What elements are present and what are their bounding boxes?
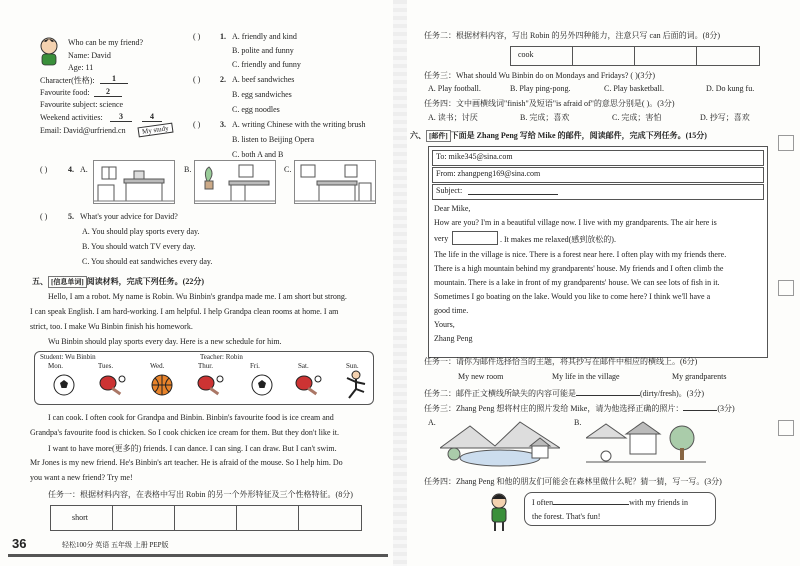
table-divider bbox=[112, 505, 113, 530]
bubble-line2: the forest. That's fun! bbox=[532, 512, 601, 521]
q2-option-c[interactable]: C. egg noodles bbox=[232, 105, 280, 114]
email-line2-end: . It makes me relaxed(感到放松的). bbox=[500, 235, 616, 244]
q3-option-c[interactable]: C. both A and B bbox=[232, 150, 284, 159]
q5-option-a[interactable]: A. You should play sports every day. bbox=[82, 227, 200, 236]
character-label: Character(性格): bbox=[40, 76, 95, 85]
air-quality-blank[interactable] bbox=[452, 231, 498, 245]
task2-answer-cell[interactable] bbox=[636, 47, 694, 64]
task2-text: 任务二：根据材料内容，写出 Robin 的另外四种能力，注意只写 can 后面的词。(8分) bbox=[424, 31, 720, 40]
table-divider bbox=[696, 46, 697, 65]
q5-option-c[interactable]: C. You should eat sandwiches every day. bbox=[82, 257, 213, 266]
section5-p1-line2: I can speak English. I am hard-working. I am helpful. I help Grandpa clean rooms at home. I am bbox=[30, 307, 339, 316]
weekend-label: Weekend activities: bbox=[40, 113, 103, 122]
email-from: From: zhangpeng169@sina.com bbox=[436, 169, 541, 178]
section5-p3-line1: I can cook. I often cook for Grandpa and Binbin. Binbin's favourite food is ice cream and bbox=[48, 413, 334, 422]
q1-option-c[interactable]: C. friendly and funny bbox=[232, 60, 301, 69]
bubble-line1-start: I often bbox=[532, 498, 554, 507]
room-picture-a-icon[interactable] bbox=[93, 160, 175, 204]
page-number: 36 bbox=[12, 536, 27, 551]
s6-task3 bbox=[424, 403, 735, 414]
weekend-blank-4[interactable]: 4 bbox=[142, 112, 162, 122]
profile-name: Name: David bbox=[68, 51, 111, 60]
task4-option-c[interactable]: C. 完成；害怕 bbox=[612, 113, 662, 122]
task4-option-a[interactable]: A. 读书；讨厌 bbox=[428, 113, 478, 122]
email-line1: How are you? I'm in a beautiful village now. I live with my grandparents. The air here is bbox=[434, 218, 717, 227]
section6-heading bbox=[410, 130, 707, 142]
s6-task2 bbox=[424, 388, 704, 399]
task3-option-a[interactable]: A. Play football. bbox=[428, 84, 481, 93]
q5-option-b[interactable]: B. You should watch TV every day. bbox=[82, 242, 196, 251]
email-line4: There is a high mountain behind my grandparents' house. My friends and I often climb the bbox=[434, 264, 724, 273]
q3-number: 3. bbox=[220, 120, 226, 129]
s6-task2-choices: (dirty/fresh)。(3分) bbox=[640, 389, 704, 398]
binding-mark bbox=[778, 135, 794, 151]
food-label: Favourite food: bbox=[40, 88, 90, 97]
favourite-subject: Favourite subject: science bbox=[40, 100, 124, 109]
q4-option-a[interactable]: A. bbox=[80, 165, 88, 174]
forest-activity-blank[interactable] bbox=[553, 504, 629, 505]
s6-task2-text: 任务二：邮件正文横线所缺失的内容可能是 bbox=[424, 389, 576, 398]
q4-option-c[interactable]: C. bbox=[284, 165, 292, 174]
room-picture-c-icon[interactable] bbox=[294, 160, 376, 204]
section5-p1-line1: Hello, I am a robot. My name is Robin. Wu Binbin's grandpa made me. I am short but strong. bbox=[48, 292, 347, 301]
task4-option-b[interactable]: B. 完成；喜欢 bbox=[520, 113, 570, 122]
section6-number: 六、 bbox=[410, 131, 426, 140]
footer-rule bbox=[8, 554, 388, 557]
schedule-student: Student: Wu Binbin bbox=[40, 353, 96, 361]
section5-task1: 任务一：根据材料内容，在表格中写出 Robin 的另一个外形特征及三个性格特征。(8分) bbox=[48, 490, 353, 499]
profile-question: Who can be my friend? bbox=[68, 38, 144, 47]
q3-paren[interactable]: ( ) bbox=[193, 120, 201, 129]
section5-p2: Wu Binbin should play sports every day. Here is a new schedule for him. bbox=[48, 337, 282, 346]
task1-cell-short: short bbox=[72, 513, 88, 522]
table-divider bbox=[236, 505, 237, 530]
section5-title: 阅读材料，完成下列任务。(22分) bbox=[86, 277, 204, 286]
food-blank[interactable]: 2 bbox=[94, 87, 122, 97]
table-divider bbox=[634, 46, 635, 65]
task1-answer-cell[interactable] bbox=[114, 507, 172, 527]
task2-answer-cell[interactable] bbox=[698, 47, 756, 64]
basketball-icon bbox=[150, 373, 174, 402]
q1-number: 1. bbox=[220, 32, 226, 41]
q5-question: What's your advice for David? bbox=[80, 212, 178, 221]
email-line6: Sometimes I go boating on the lake. Would you like to come here? I think we'll have a bbox=[434, 292, 711, 301]
q1-option-b[interactable]: B. polite and funny bbox=[232, 46, 294, 55]
section5-p1-line3: strict, too. I make Wu Binbin finish his homework. bbox=[30, 322, 193, 331]
q5-number: 5. bbox=[68, 212, 74, 221]
email-to: To: mike345@sina.com bbox=[436, 152, 513, 161]
task4-text: 任务四：文中画横线词"finish"及短语"is afraid of"的意思分别是( )。(3分) bbox=[424, 99, 675, 108]
profile-age: Age: 11 bbox=[68, 63, 94, 72]
boy-avatar-icon bbox=[36, 36, 62, 71]
task3-option-d[interactable]: D. Do kung fu. bbox=[706, 84, 755, 93]
task1-answer-cell[interactable] bbox=[238, 507, 296, 527]
task2-cell-cook: cook bbox=[518, 50, 534, 59]
day-thur: Thur. bbox=[198, 362, 213, 370]
task4-option-d[interactable]: D. 抄写；喜欢 bbox=[700, 113, 750, 122]
section6-title: 下面是 Zhang Peng 写给 Mike 的邮件，阅读邮件，完成下列任务。(15分) bbox=[450, 131, 707, 140]
s6-task4: 任务四：Zhang Peng 和他的朋友们可能会在森林里做什么呢？猜一猜，写一写。(3分) bbox=[424, 477, 722, 486]
q2-option-a[interactable]: A. beef sandwiches bbox=[232, 75, 295, 84]
picture-a-label: A. bbox=[428, 418, 436, 427]
profile-email: Email: David@urfriend.cn bbox=[40, 126, 126, 135]
ping-pong-icon bbox=[294, 373, 324, 402]
boy-icon bbox=[486, 492, 512, 537]
email-yours: Yours, bbox=[434, 320, 455, 329]
q4-paren[interactable]: ( ) bbox=[40, 165, 48, 174]
bubble-line1 bbox=[532, 498, 688, 507]
picture-b-label: B. bbox=[574, 418, 582, 427]
s6-task1-option2[interactable]: My life in the village bbox=[552, 372, 620, 381]
day-mon: Mon. bbox=[48, 362, 63, 370]
email-subject-field bbox=[432, 184, 764, 200]
s6-task2-blank[interactable] bbox=[576, 395, 640, 396]
ping-pong-icon bbox=[98, 373, 128, 402]
table-divider bbox=[298, 505, 299, 530]
village-picture-a-icon[interactable] bbox=[440, 418, 560, 473]
email-greeting: Dear Mike, bbox=[434, 204, 471, 213]
q5-paren[interactable]: ( ) bbox=[40, 212, 48, 221]
kung-fu-icon bbox=[344, 370, 368, 405]
q3-option-a[interactable]: A. writing Chinese with the writing brush bbox=[232, 120, 366, 129]
section5-p4-line3: you want a new friend? Try me! bbox=[30, 473, 133, 482]
section5-p4-line1: I want to have more(更多的) friends. I can dance. I can sing. I can draw. But I can't swim. bbox=[48, 444, 337, 453]
section5-p4-line2: Mr Jones is my new friend. He's Binbin's art teacher. He is afraid of the mouse. So I help him. Do bbox=[30, 458, 343, 467]
football-icon bbox=[52, 373, 76, 402]
email-subject-label: Subject: bbox=[436, 186, 463, 195]
s6-task3-blank[interactable] bbox=[683, 410, 717, 411]
email-line2-start: very bbox=[434, 234, 449, 243]
task1-answer-cell[interactable] bbox=[176, 507, 234, 527]
character-blank[interactable]: 1 bbox=[100, 74, 128, 84]
q1-option-a[interactable]: A. friendly and kind bbox=[232, 32, 297, 41]
section5-number: 五、 bbox=[32, 277, 48, 286]
task3-text: 任务三：What should Wu Binbin do on Mondays and Fridays? ( )(3分) bbox=[424, 71, 656, 80]
ping-pong-icon bbox=[196, 373, 226, 402]
section6-tag: [邮件] bbox=[426, 130, 451, 142]
section5-heading bbox=[32, 276, 204, 288]
q2-number: 2. bbox=[220, 75, 226, 84]
task3-option-c[interactable]: C. Play basketball. bbox=[604, 84, 664, 93]
s6-task1: 任务一：请你为邮件选择恰当的主题，将其抄写在邮件中相应的横线上。(6分) bbox=[424, 357, 698, 366]
s6-task1-option1[interactable]: My new room bbox=[458, 372, 504, 381]
day-fri: Fri. bbox=[250, 362, 260, 370]
email-line3: The life in the village is nice. There is a forest near here. I often play with my friends there. bbox=[434, 250, 727, 259]
footer-text: 轻松100分 英语 五年级 上册 PEP版 bbox=[62, 541, 169, 549]
day-tues: Tues. bbox=[98, 362, 114, 370]
task3-option-b[interactable]: B. Play ping-pong. bbox=[510, 84, 571, 93]
binding-mark bbox=[778, 420, 794, 436]
task2-answer-cell[interactable] bbox=[574, 47, 632, 64]
village-picture-b-icon[interactable] bbox=[586, 418, 706, 473]
section5-p3-line2: Grandpa's favourite food is chicken. So I cook chicken ice cream for them. But they don't like it. bbox=[30, 428, 340, 437]
s6-task3-text: 任务三：Zhang Peng 想将村庄的照片发给 Mike，请为他选择正确的照片： bbox=[424, 404, 684, 413]
bubble-line1-end: with my friends in bbox=[629, 498, 688, 507]
schedule-teacher: Teacher: Robin bbox=[200, 353, 243, 361]
q2-option-b[interactable]: B. egg sandwiches bbox=[232, 90, 292, 99]
email-line5: mountain. There is a lake in front of my grandparents' house. We can see lots of fish in it. bbox=[434, 278, 720, 287]
s6-task1-option3[interactable]: My grandparents bbox=[672, 372, 727, 381]
q3-option-b[interactable]: B. listen to Beijing Opera bbox=[232, 135, 314, 144]
weekend-blank-3[interactable]: 3 bbox=[110, 112, 132, 122]
binding-strip bbox=[393, 0, 407, 566]
day-sat: Sat. bbox=[298, 362, 309, 370]
room-picture-b-icon[interactable] bbox=[194, 160, 276, 204]
day-wed: Wed. bbox=[150, 362, 165, 370]
q1-paren[interactable]: ( ) bbox=[193, 32, 201, 41]
subject-blank[interactable] bbox=[468, 194, 558, 195]
email-signature: Zhang Peng bbox=[434, 334, 473, 343]
task1-answer-cell[interactable] bbox=[300, 507, 358, 527]
q4-option-b[interactable]: B. bbox=[184, 165, 192, 174]
football-icon bbox=[250, 373, 274, 402]
table-divider bbox=[572, 46, 573, 65]
section5-tag: [信息单词] bbox=[48, 276, 87, 288]
table-divider bbox=[174, 505, 175, 530]
binding-mark bbox=[778, 280, 794, 296]
email-line7: good time. bbox=[434, 306, 469, 315]
q4-number: 4. bbox=[68, 165, 74, 174]
day-sun: Sun. bbox=[346, 362, 359, 370]
s6-task3-score: (3分) bbox=[717, 404, 735, 413]
my-study-note: My study bbox=[137, 123, 173, 138]
q2-paren[interactable]: ( ) bbox=[193, 75, 201, 84]
